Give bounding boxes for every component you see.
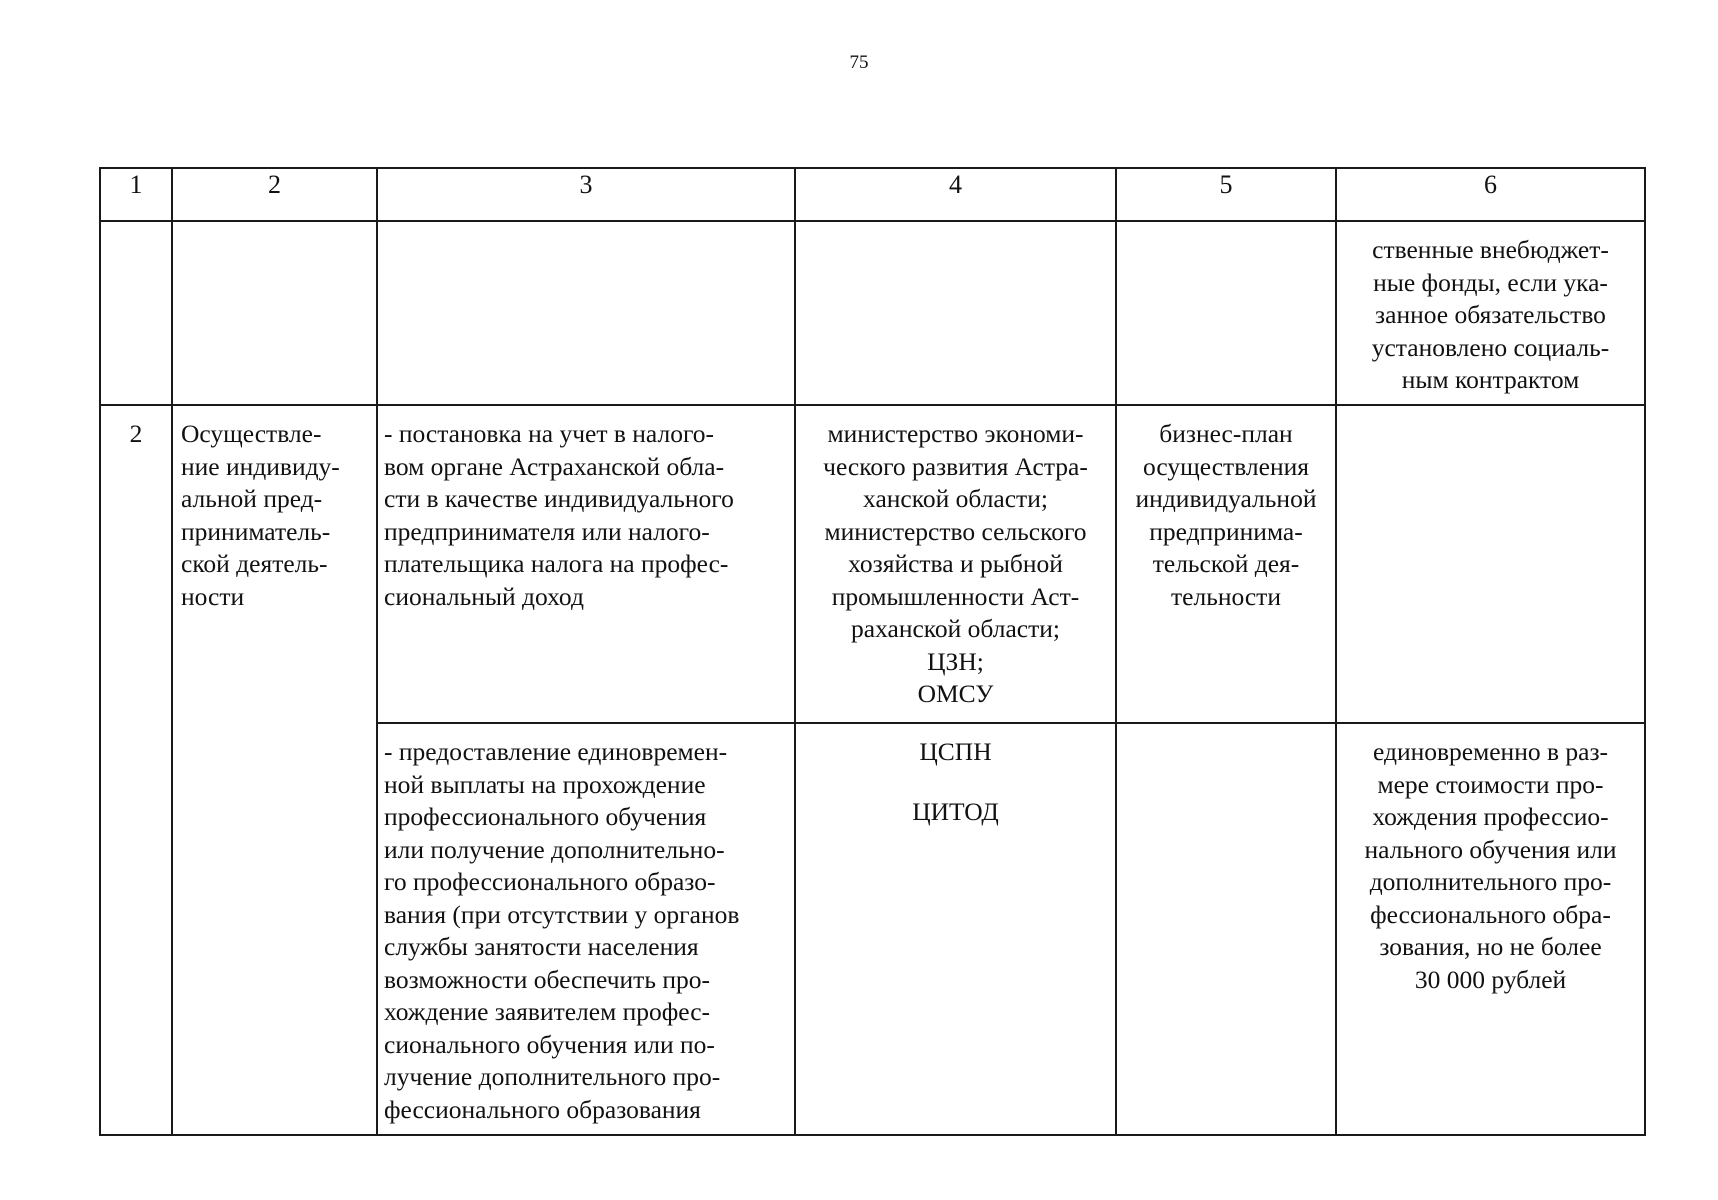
table-row-continued bbox=[100, 221, 1645, 405]
responsible-bodies-text: министерство экономи- ческого развития Астра- ханской области; министерство сельского хозяйства и рыбной промышленности Аст- раханской области; ЦЗН; ОМСУ bbox=[823, 419, 1088, 708]
cell-measure-name bbox=[172, 405, 377, 1135]
column-header-1: 1 bbox=[100, 168, 172, 221]
cell-responsible bbox=[795, 405, 1116, 723]
cell-action-text bbox=[377, 723, 795, 1135]
responsible-cspn-text: ЦСПН bbox=[919, 737, 992, 766]
column-header-5: 5 bbox=[1116, 168, 1336, 221]
cell-empty bbox=[172, 221, 377, 405]
cell-empty-text bbox=[1117, 724, 1335, 742]
row-number: 2 bbox=[129, 419, 143, 448]
action-registration-text: - постановка на учет в налого- вом органе Астраханской обла- сти в качестве индивидуального предпринимателя или налого- плательщика налога на профес- сиональный доход bbox=[384, 419, 734, 611]
cell-empty bbox=[1116, 221, 1336, 405]
cell-empty bbox=[1336, 405, 1645, 723]
column-header-6: 6 bbox=[1336, 168, 1645, 221]
responsible-citod-text: ЦИТОД bbox=[912, 796, 999, 826]
column-header-4: 4 bbox=[795, 168, 1116, 221]
measure-name-text: Осуществле- ние индивиду- альной пред- приниматель- ской деятель- ности bbox=[181, 419, 340, 611]
cell-continued-col6 bbox=[1336, 221, 1645, 405]
payment-amount-text: единовременно в раз- мере стоимости про- хождения профессио- нального обучения или дополнительного про- фессионального обра- зования, но не более 30 000 рублей bbox=[1364, 737, 1617, 994]
action-payment-text: - предоставление единовремен- ной выплаты на прохождение профессионального обучения или получение дополнительно- го профессионального образо- вания (при отсутствии у органов службы занятости населения возможности обеспечить про- хождение заявителем профес- сионального обучения или по- лучение дополнительного про- фессионального образования bbox=[384, 737, 740, 1124]
cell-action-text bbox=[377, 405, 795, 723]
column-header-2: 2 bbox=[172, 168, 377, 221]
continued-note-text: ственные внебюджет- ные фонды, если ука- занное обязательство установлено социаль- ным контрактом bbox=[1371, 235, 1610, 394]
table-header-row bbox=[100, 168, 1645, 221]
table-row-2a bbox=[100, 405, 1645, 723]
page-number: 75 bbox=[849, 52, 869, 73]
business-plan-text: бизнес-план осуществления индивидуальной предпринима- тельской дея- тельности bbox=[1135, 419, 1317, 611]
column-header-3: 3 bbox=[377, 168, 795, 221]
cell-responsible bbox=[795, 723, 1116, 1135]
cell-empty bbox=[795, 221, 1116, 405]
cell-empty bbox=[1116, 723, 1336, 1135]
cell-amount bbox=[1336, 723, 1645, 1135]
cell-row-number bbox=[100, 405, 172, 1135]
measures-table bbox=[99, 167, 1646, 1136]
cell-empty bbox=[100, 221, 172, 405]
cell-empty-text bbox=[1337, 406, 1644, 424]
cell-documents bbox=[1116, 405, 1336, 723]
cell-empty bbox=[377, 221, 795, 405]
